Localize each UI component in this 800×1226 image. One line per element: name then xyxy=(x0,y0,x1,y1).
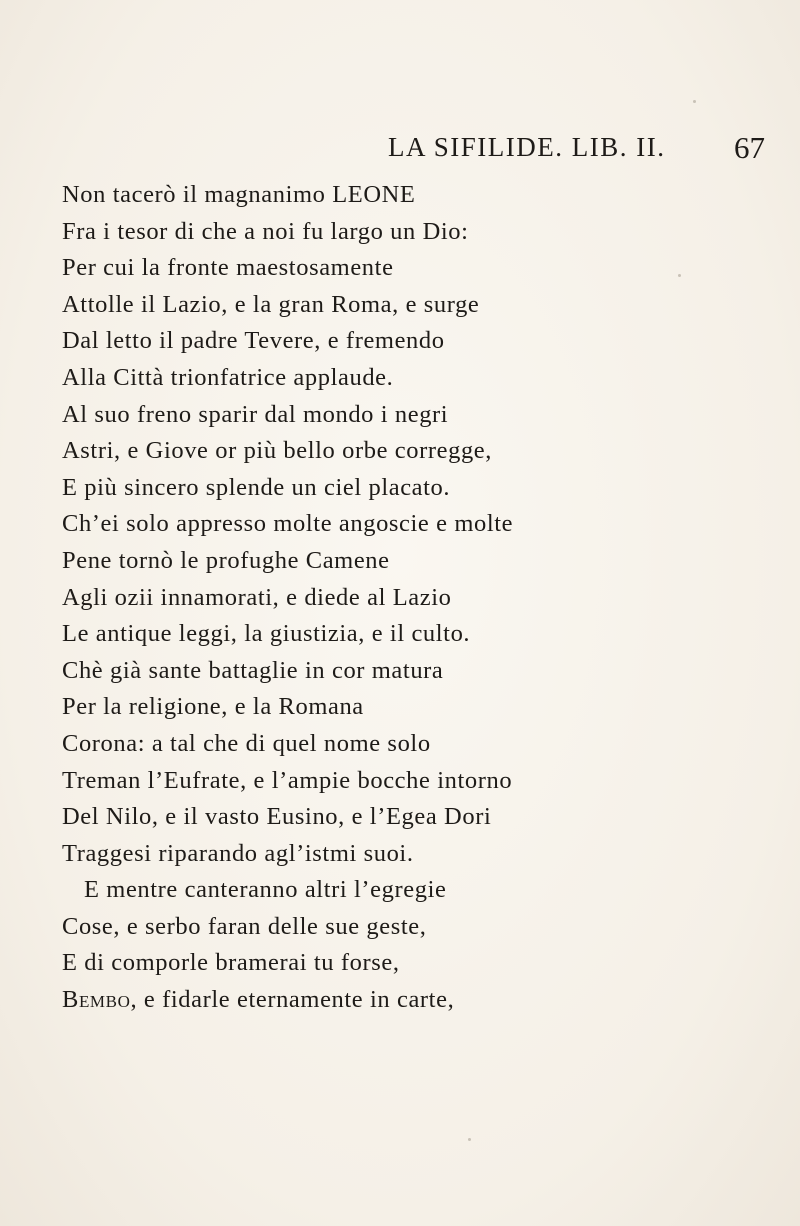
verse-line: Non tacerò il magnanimo LEONE xyxy=(62,181,416,208)
verse-line: Per cui la fronte maestosamente xyxy=(62,254,394,282)
verse-line-indented: E mentre canteranno altri l’egregie xyxy=(84,876,447,904)
verse-line: Chè già sante battaglie in cor matura xyxy=(62,656,444,684)
paper-speck xyxy=(468,1138,471,1141)
verse-line: Per la religione, e la Romana xyxy=(62,693,364,721)
verse-line: E più sincero splende un ciel placato. xyxy=(62,473,451,501)
verse-line: E di comporle bramerai tu forse, xyxy=(62,949,400,977)
verse-line-final xyxy=(62,982,762,1019)
verse-line: Alla Città trionfatrice applaude. xyxy=(62,363,394,391)
paper-speck xyxy=(693,100,696,103)
page-number: 67 xyxy=(734,130,765,165)
verse-line: Agli ozii innamorati, e diede al Lazio xyxy=(62,583,452,611)
verse-line: Ch’ei solo appresso molte angoscie e molte xyxy=(62,510,514,538)
verse-line: Corona: a tal che di quel nome solo xyxy=(62,729,431,757)
verse-line: Astri, e Giove or più bello orbe corregge, xyxy=(62,437,492,465)
verse-line: Treman l’Eufrate, e l’ampie bocche intorno xyxy=(62,766,513,794)
running-title: LA SIFILIDE. LIB. II. xyxy=(388,132,666,162)
verse-line-rest: , e fidarle eternamente in carte, xyxy=(130,986,455,1014)
verse-line: Cose, e serbo faran delle sue geste, xyxy=(62,912,427,940)
verse-line: Al suo freno sparir dal mondo i negri xyxy=(62,400,449,428)
name-bembo: Bembo xyxy=(62,986,131,1014)
running-header xyxy=(0,122,800,165)
verse-line: Le antique leggi, la giustizia, e il culto. xyxy=(62,620,471,648)
verse-line: Pene tornò le profughe Camene xyxy=(62,546,390,574)
verse-line: Fra i tesor di che a noi fu largo un Dio: xyxy=(62,217,469,245)
poem-text xyxy=(62,177,762,1019)
verse-line: Traggesi riparando agl’istmi suoi. xyxy=(62,839,414,867)
verse-line: Dal letto il padre Tevere, e fremendo xyxy=(62,327,445,355)
verse-line: Del Nilo, e il vasto Eusino, e l’Egea Dori xyxy=(62,803,492,831)
verse-line: Attolle il Lazio, e la gran Roma, e surge xyxy=(62,290,480,318)
